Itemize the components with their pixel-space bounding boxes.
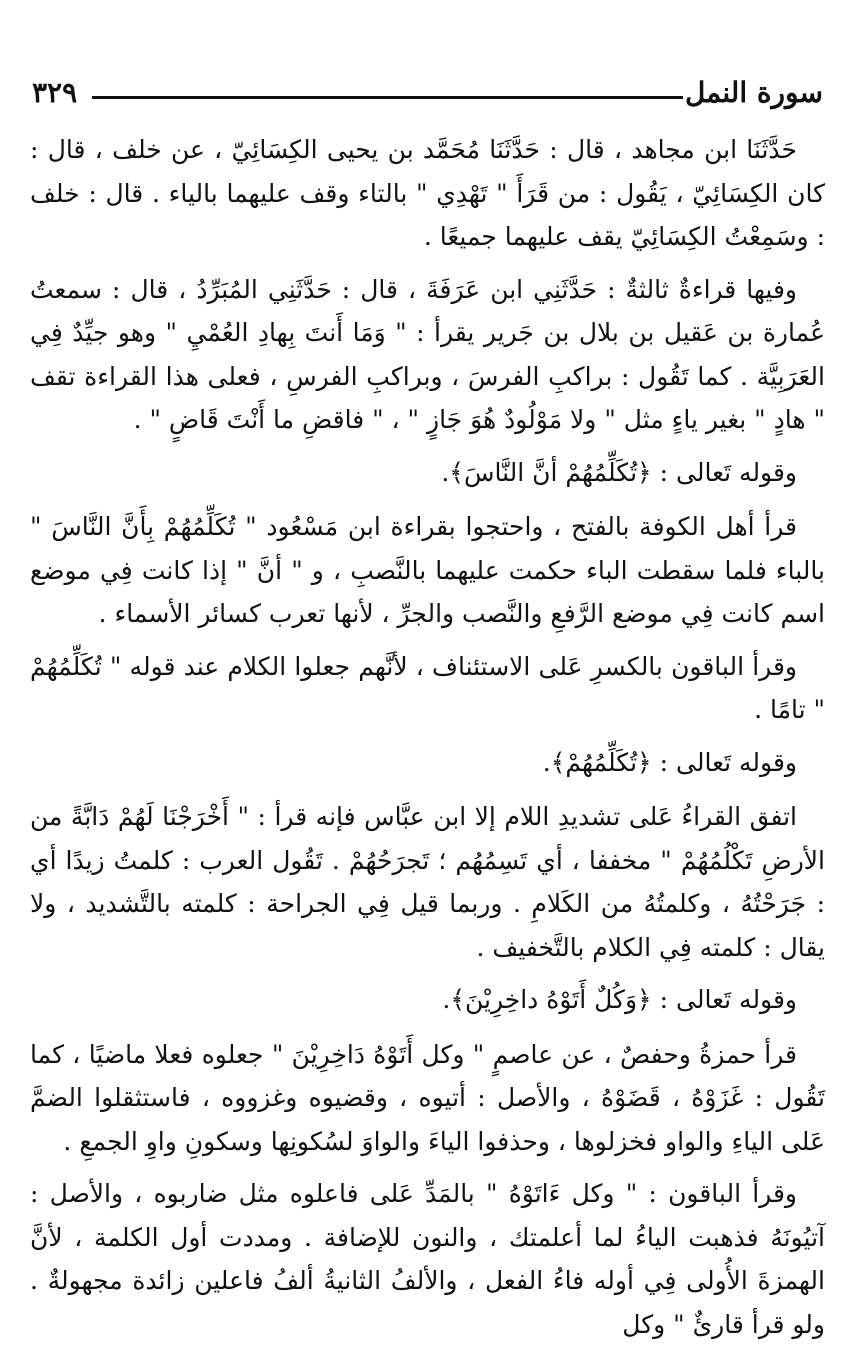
paragraph: وقرأ الباقون بالكسرِ عَلى الاستئناف ، لأنَّهم جعلوا الكلام عند قوله " تُكَلِّمُهُمْ " تامًا . <box>30 651 825 724</box>
document-page <box>30 0 825 1368</box>
page-number: ٣٢٩ <box>32 76 78 109</box>
verse-heading: وقوله تَعالى : ﴿تُكَلِّمُهُمْ﴾. <box>542 747 797 777</box>
paragraph: حَدَّثَنَا ابن مجاهد ، قال : حَدَّثَنَا مُحَمَّد بن يحيى الكِسَائِيّ ، عن خلف ، قال : كان الكِسَائِيّ ، يَقُول : من قَرَأَ " تَهْدِي " بالتاء وقف عليهما بالياء . قال : خلف : وسَمِعْتُ الكِسَائِيّ يقف عليهما جميعًا . <box>30 135 825 251</box>
page-body <box>30 128 825 1355</box>
paragraph: قرأ حمزةُ وحفصٌ ، عن عاصمٍ " وكل أَتَوْهُ دَاخِرِيْنَ " جعلوه فعلا ماضيًا ، كما تَقُول : غَزَوْهُ ، قَضَوْهُ ، والأصل : أتيوه ، وقضيوه وغزووه ، فاستثقلوا الضمَّ عَلى الياءِ والواو فخزلوها ، وحذفوا الياءَ والواوَ لسُكونِها وسكونِ واوِ الجمعِ . <box>30 1039 825 1156</box>
page-header <box>30 76 825 116</box>
paragraph: وفيها قراءةٌ ثالثةٌ : حَدَّثَنِي ابن عَرَفَةَ ، قال : حَدَّثَنِي المُبَرِّدُ ، قال : سمعتُ عُمارة بن عَقيل بن بلال بن جَرير يقرأ : " وَمَا أَنتَ بِهادِ العُمْيِ " وهو جيِّدٌ فِي العَرَبِيَّة . كما تَقُول : براكبِ الفرسَ ، وبراكبِ الفرسِ ، فعلى هذا القراءة تقف " هادٍ " بغير ياءٍ مثل " ولا مَوْلُودٌ هُوَ جَازٍ " ، " فاقضِ ما أَنْتَ قَاضٍ " . <box>30 274 825 434</box>
paragraph: قرأ أهل الكوفة بالفتح ، واحتجوا بقراءة ابن مَسْعُود " تُكَلِّمُهُمْ بِأَنَّ النَّاسَ " بالباء فلما سقطت الباء حكمت عليهما بالنَّصبِ ، و " أنَّ " إذا كانت فِي موضع اسم كانت فِي موضع الرَّفعِ والنَّصب والجرِّ ، لأنها تعرب كسائر الأسماء . <box>30 512 825 628</box>
paragraph: اتفق القراءُ عَلى تشديدِ اللام إلا ابن عبَّاس فإنه قرأ : " أَخْرَجْنَا لَهُمْ دَابَّةً من الأرضِ تَكْلُمُهُمْ " مخففا ، أي تَسِمُهُم ؛ تَجرَحُهُمْ . تَقُول العرب : كلمتُ زيدًا أي : جَرَحْتُهُ ، وكلمتُهُ من الكَلامِ . وربما قيل فِي الجراحة : كلمته بالتَّشديد ، ولا يقال : كلمته فِي الكلام بالتَّخفيف . <box>30 802 825 962</box>
header-rule <box>92 96 683 99</box>
surah-title: سورة النمل <box>684 76 823 109</box>
verse-heading: وقوله تَعالى : ﴿تُكَلِّمُهُمْ أنَّ النَّاسَ﴾. <box>441 457 797 487</box>
verse-heading: وقوله تَعالى : ﴿وَكُلٌ أَتَوْهُ داخِرِيْنَ﴾. <box>442 985 797 1014</box>
paragraph: وقرأ الباقون : " وكل ءَاتَوْهُ " بالمَدِّ عَلى فاعلوه مثل ضاربوه ، والأصل : آتيُونَهُ فذهبت الياءُ لما أعلمتك ، والنون للإضافة . ومددت أول الكلمة ، لأنَّ الهمزةَ الأُولى فِي أوله فاءُ الفعل ، والألفُ الثانيةُ ألفُ فاعلين زائدة مجهولةٌ . ولو قرأ قارئٌ " وكل <box>30 1179 825 1339</box>
